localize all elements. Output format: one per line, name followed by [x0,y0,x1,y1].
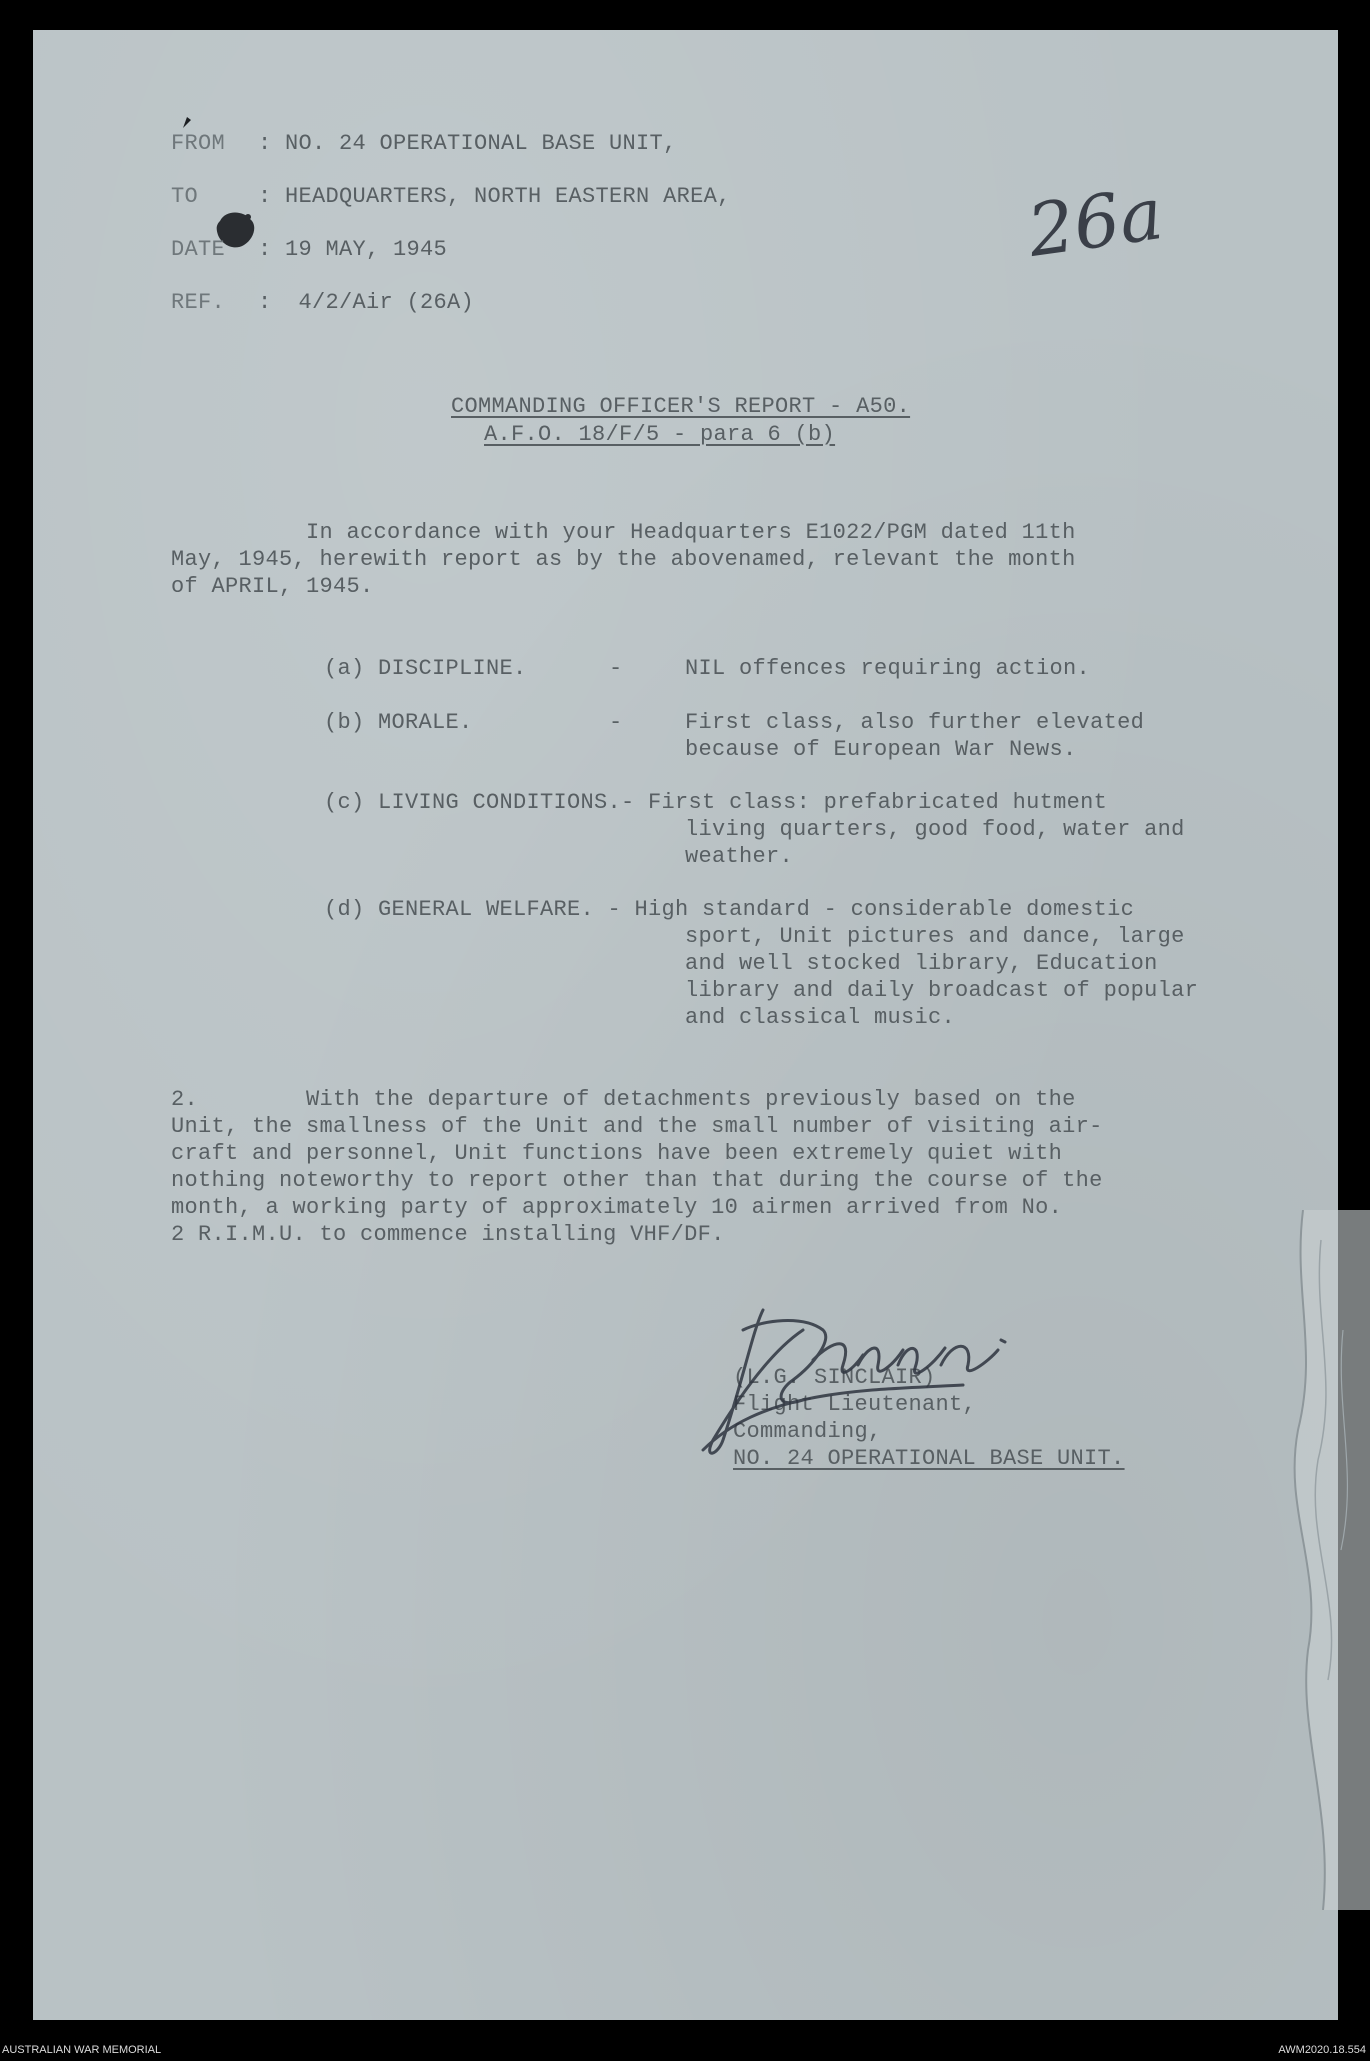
item-d-text: library and daily broadcast of popular [685,978,1199,1003]
date-value: : 19 MAY, 1945 [258,237,448,262]
para2-line: 2 R.I.M.U. to commence installing VHF/DF. [171,1222,725,1247]
from-value: : NO. 24 OPERATIONAL BASE UNIT, [258,131,677,156]
item-a-sep: - [609,656,623,681]
footer-accession-number: AWM2020.18.554 [1278,2044,1366,2056]
report-subtitle: A.F.O. 18/F/5 - para 6 (b) [484,422,836,447]
para2-line: craft and personnel, Unit functions have been extremely quiet with [171,1141,1063,1166]
item-b-text: because of European War News. [685,737,1077,762]
ref-label: REF. [171,290,226,315]
item-b-label: (b) MORALE. [324,710,473,735]
from-label: FROM [171,131,226,156]
signatory-rank: Flight Lieutenant, [733,1392,977,1417]
item-c-label: (c) LIVING CONDITIONS.- First class: prefabricated hutment [324,790,1108,815]
signatory-role: Commanding, [733,1419,882,1444]
item-b-sep: - [609,710,623,735]
item-d-text: and well stocked library, Education [685,951,1158,976]
item-d-label: (d) GENERAL WELFARE. - High standard - considerable domestic [324,897,1135,922]
report-title: COMMANDING OFFICER'S REPORT - A50. [451,394,911,419]
torn-edge [1263,1210,1370,1910]
to-value: : HEADQUARTERS, NORTH EASTERN AREA, [258,184,731,209]
handwritten-signature [683,1270,1063,1470]
to-label: TO [171,184,199,209]
para2-line: Unit, the smallness of the Unit and the small number of visiting air- [171,1114,1103,1139]
para2-line: month, a working party of approximately 10 airmen arrived from No. [171,1195,1063,1220]
footer-institution: AUSTRALIAN WAR MEMORIAL [2,2044,162,2056]
para2-line: 2. With the departure of detachments previously based on the [171,1087,1076,1112]
intro-line: of APRIL, 1945. [171,574,374,599]
handwritten-annotation: 26a [1022,171,1168,273]
ref-value: : 4/2/Air (26A) [258,290,475,315]
signatory-name: (L.G. SINCLAIR) [733,1365,936,1390]
document-page [33,30,1338,2020]
item-d-text: sport, Unit pictures and dance, large [685,924,1185,949]
item-b-text: First class, also further elevated [685,710,1145,735]
pin-mark [179,114,195,130]
intro-line: In accordance with your Headquarters E1022/PGM dated 11th [171,520,1076,545]
item-d-text: and classical music. [685,1005,956,1030]
item-c-text: weather. [685,844,794,869]
item-c-text: living quarters, good food, water and [685,817,1185,842]
item-a-text: NIL offences requiring action. [685,656,1091,681]
para2-line: nothing noteworthy to report other than that during the course of the [171,1168,1103,1193]
date-label: DATE [171,237,226,262]
intro-line: May, 1945, herewith report as by the abovenamed, relevant the month [171,547,1076,572]
item-a-label: (a) DISCIPLINE. [324,656,527,681]
signatory-unit: NO. 24 OPERATIONAL BASE UNIT. [733,1446,1125,1471]
